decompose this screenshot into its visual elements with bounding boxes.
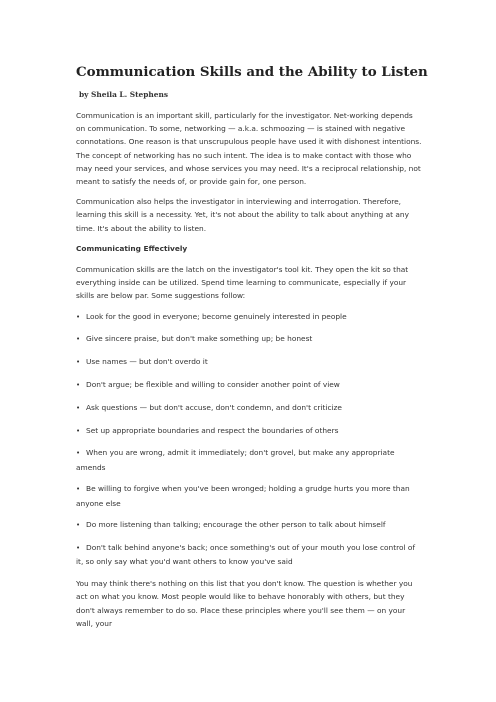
list-item-text: Set up appropriate boundaries and respect the boundaries of others: [86, 425, 339, 435]
closing-paragraph: You may think there's nothing on this list that you don't know. The question is whether you act on what you know. Most people would like to behave honorably with others, but they don't always remember to do so. Place these principles where you'll see them — on your wall, your: [76, 579, 413, 628]
bullet-icon: •: [76, 335, 81, 344]
document-page: [76, 62, 428, 637]
bullet-icon: •: [76, 485, 81, 494]
list-item: [76, 310, 422, 324]
list-item: [76, 446, 422, 473]
list-item: [76, 424, 422, 438]
bullet-icon: •: [76, 312, 81, 321]
section-paragraph: Communication skills are the latch on the investigator's tool kit. They open the kit so that everything inside can be utilized. Spend time learning to communicate, especially if your skills are below par. Some suggestions follow:: [76, 265, 409, 301]
bullet-icon: •: [76, 358, 81, 367]
bullet-icon: •: [76, 521, 81, 530]
list-item-text: Don't argue; be flexible and willing to consider another point of view: [86, 380, 340, 390]
list-item: [76, 518, 422, 532]
list-item: [76, 482, 422, 509]
list-item-text: Ask questions — but don't accuse, don't condemn, and don't criticize: [86, 402, 342, 412]
article-byline: by Sheila L. Stephens: [79, 90, 168, 99]
list-item: [76, 332, 422, 346]
bullet-icon: •: [76, 544, 81, 553]
list-item: [76, 541, 422, 568]
bullet-icon: •: [76, 403, 81, 412]
list-item-text: Give sincere praise, but don't make something up; be honest: [86, 334, 313, 344]
list-item-text: Use names — but don't overdo it: [86, 357, 208, 367]
section-heading: Communicating Effectively: [76, 243, 188, 253]
list-item: [76, 378, 422, 392]
list-item-text: Look for the good in everyone; become genuinely interested in people: [86, 311, 347, 321]
list-item: [76, 355, 422, 369]
intro-paragraph-1: Communication is an important skill, particularly for the investigator. Net-working depends on communication. To some, networking — a.k.a. schmoozing — is stained with negative connotations. One reason is that unscrupulous people have used it with dishonest intentions. The concept of networking has no such intent. The idea is to make contact with those who may need your services, and whose services you may need. It's a reciprocal relationship, not meant to satisfy the needs of, or provide gain for, one person.: [76, 111, 422, 187]
suggestion-list: [76, 310, 422, 569]
bullet-icon: •: [76, 381, 81, 390]
list-item-text: Be willing to forgive when you've been wronged; holding a grudge hurts you more than anyone else: [76, 484, 410, 508]
intro-paragraph-2: Communication also helps the investigator in interviewing and interrogation. Therefore, learning this skill is a necessity. Yet, it's not about the ability to talk about anything at any time. It's about the ability to listen.: [76, 197, 409, 233]
list-item: [76, 401, 422, 415]
list-item-text: When you are wrong, admit it immediately; don't grovel, but make any appropriate amends: [76, 448, 395, 472]
list-item-text: Do more listening than talking; encourage the other person to talk about himself: [86, 520, 386, 530]
article-title: Communication Skills and the Ability to Listen: [76, 64, 428, 80]
bullet-icon: •: [76, 426, 81, 435]
list-item-text: Don't talk behind anyone's back; once something's out of your mouth you lose control of it, so only say what you'd want others to know you've said: [76, 543, 416, 567]
bullet-icon: •: [76, 449, 81, 458]
